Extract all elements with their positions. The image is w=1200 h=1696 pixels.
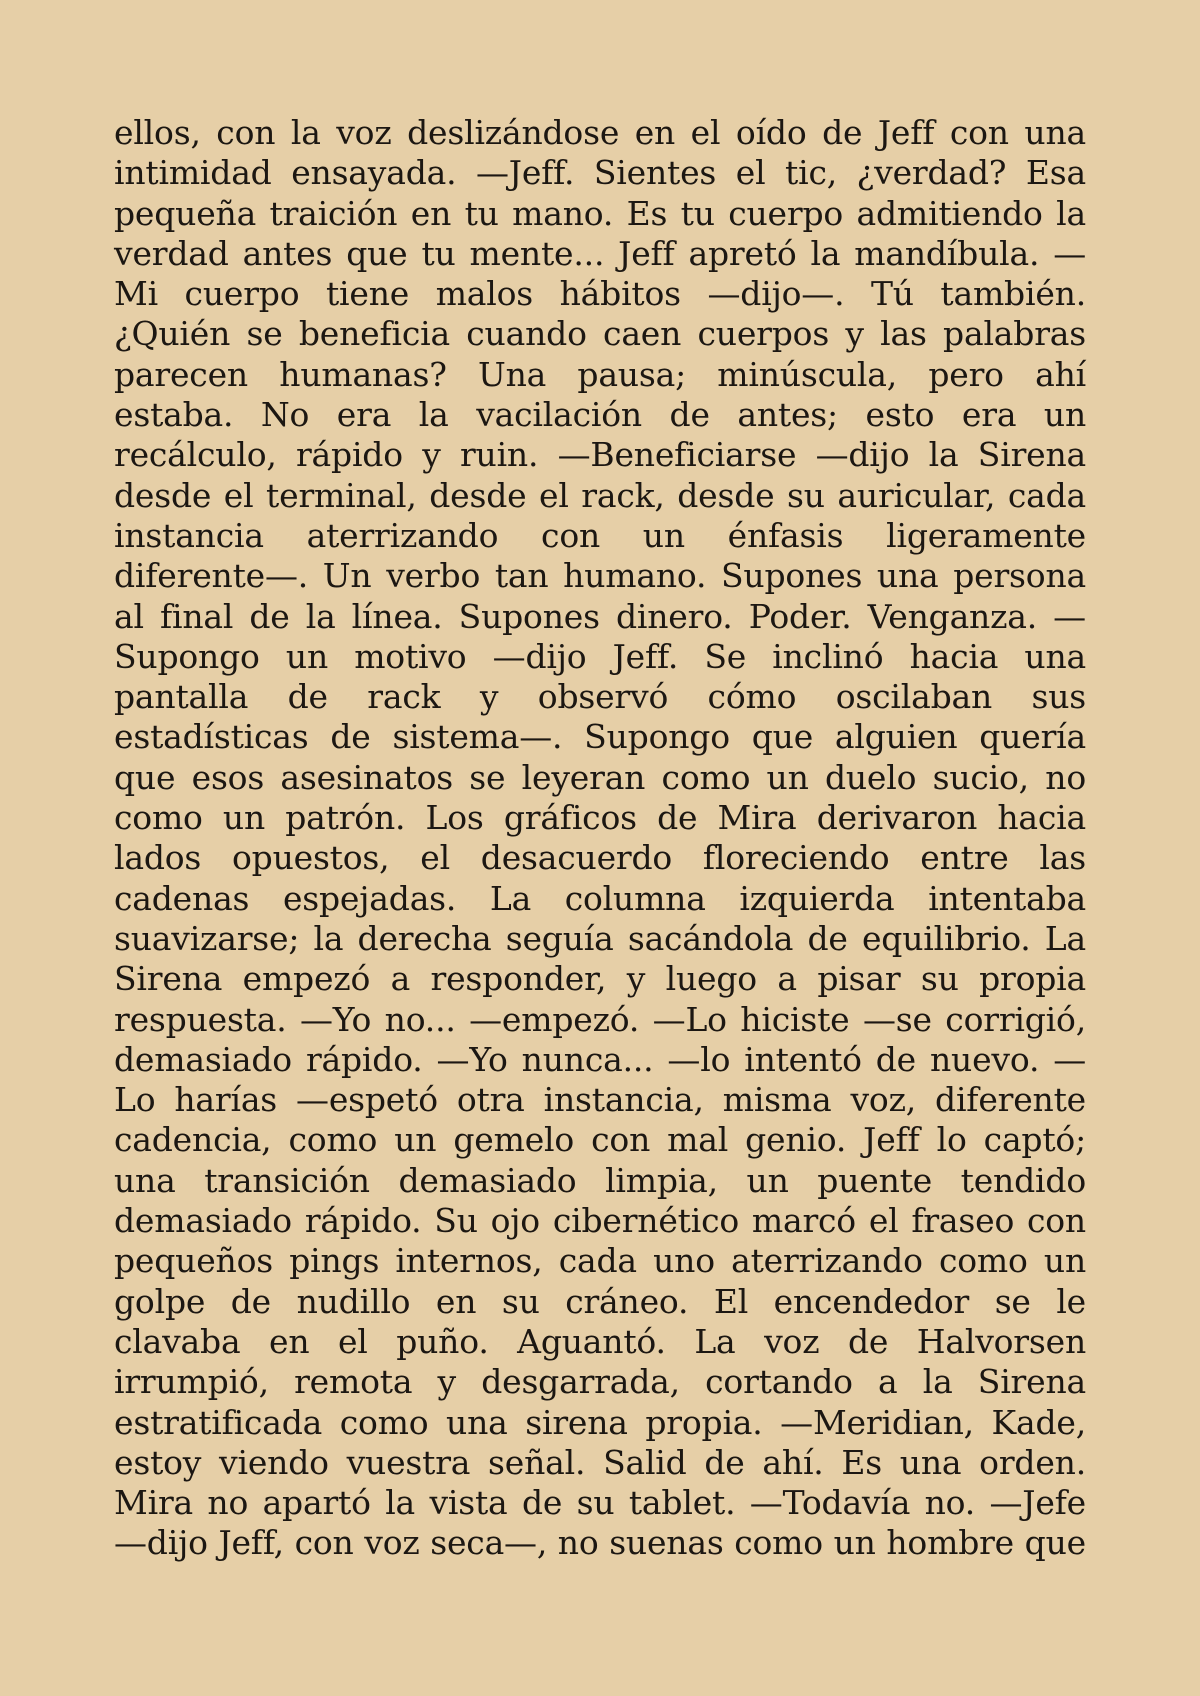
text-line: Mi cuerpo tiene malos hábitos —dijo—. Tú también.	[114, 274, 1086, 314]
text-line: estoy viendo vuestra señal. Salid de ahí. Es una orden.	[114, 1442, 1086, 1482]
text-line: estaba. No era la vacilación de antes; esto era un	[114, 395, 1086, 435]
text-line: intimidad ensayada. —Jeff. Sientes el tic, ¿verdad? Esa	[114, 153, 1086, 193]
text-line: cadenas espejadas. La columna izquierda intentaba	[114, 878, 1086, 918]
text-line: demasiado rápido. —Yo nunca... —lo intentó de nuevo. —	[114, 1039, 1086, 1079]
text-line: Sirena empezó a responder, y luego a pisar su propia	[114, 959, 1086, 999]
text-line: golpe de nudillo en su cráneo. El encendedor se le	[114, 1281, 1086, 1321]
text-line: —dijo Jeff, con voz seca—, no suenas como un hombre que	[114, 1523, 1086, 1563]
text-line: lados opuestos, el desacuerdo floreciendo entre las	[114, 838, 1086, 878]
text-line: recálculo, rápido y ruin. —Beneficiarse —dijo la Sirena	[114, 435, 1086, 475]
text-line: parecen humanas? Una pausa; minúscula, pero ahí	[114, 354, 1086, 394]
text-line: ellos, con la voz deslizándose en el oído de Jeff con una	[114, 113, 1086, 152]
text-line: verdad antes que tu mente... Jeff apretó la mandíbula. —	[114, 233, 1086, 273]
text-line: que esos asesinatos se leyeran como un duelo sucio, no	[114, 757, 1086, 797]
text-line: Supongo un motivo —dijo Jeff. Se inclinó hacia una	[114, 636, 1086, 676]
text-line: estratificada como una sirena propia. —Meridian, Kade,	[114, 1402, 1086, 1442]
text-line: pequeña traición en tu mano. Es tu cuerpo admitiendo la	[114, 193, 1086, 233]
text-line: cadencia, como un gemelo con mal genio. Jeff lo captó;	[114, 1120, 1086, 1160]
text-line: suavizarse; la derecha seguía sacándola de equilibrio. La	[114, 918, 1086, 958]
text-line: clavaba en el puño. Aguantó. La voz de Halvorsen	[114, 1321, 1086, 1361]
text-line: Mira no apartó la vista de su tablet. —Todavía no. —Jefe	[114, 1483, 1086, 1523]
text-line: estadísticas de sistema—. Supongo que alguien quería	[114, 717, 1086, 757]
text-line: diferente—. Un verbo tan humano. Supones una persona	[114, 556, 1086, 596]
text-line: ¿Quién se beneficia cuando caen cuerpos y las palabras	[114, 314, 1086, 354]
text-line: una transición demasiado limpia, un puente tendido	[114, 1160, 1086, 1200]
text-line: respuesta. —Yo no... —empezó. —Lo hiciste —se corrigió,	[114, 999, 1086, 1039]
text-line: pequeños pings internos, cada uno aterrizando como un	[114, 1241, 1086, 1281]
text-line: Lo harías —espetó otra instancia, misma voz, diferente	[114, 1080, 1086, 1120]
text-line: instancia aterrizando con un énfasis ligeramente	[114, 515, 1086, 555]
text-line: pantalla de rack y observó cómo oscilaban sus	[114, 677, 1086, 717]
text-line: al final de la línea. Supones dinero. Poder. Venganza. —	[114, 596, 1086, 636]
text-line: como un patrón. Los gráficos de Mira derivaron hacia	[114, 798, 1086, 838]
text-line: desde el terminal, desde el rack, desde su auricular, cada	[114, 475, 1086, 515]
text-line: demasiado rápido. Su ojo cibernético marcó el fraseo con	[114, 1201, 1086, 1241]
text-line: irrumpió, remota y desgarrada, cortando a la Sirena	[114, 1362, 1086, 1402]
body-text	[114, 113, 1086, 1564]
